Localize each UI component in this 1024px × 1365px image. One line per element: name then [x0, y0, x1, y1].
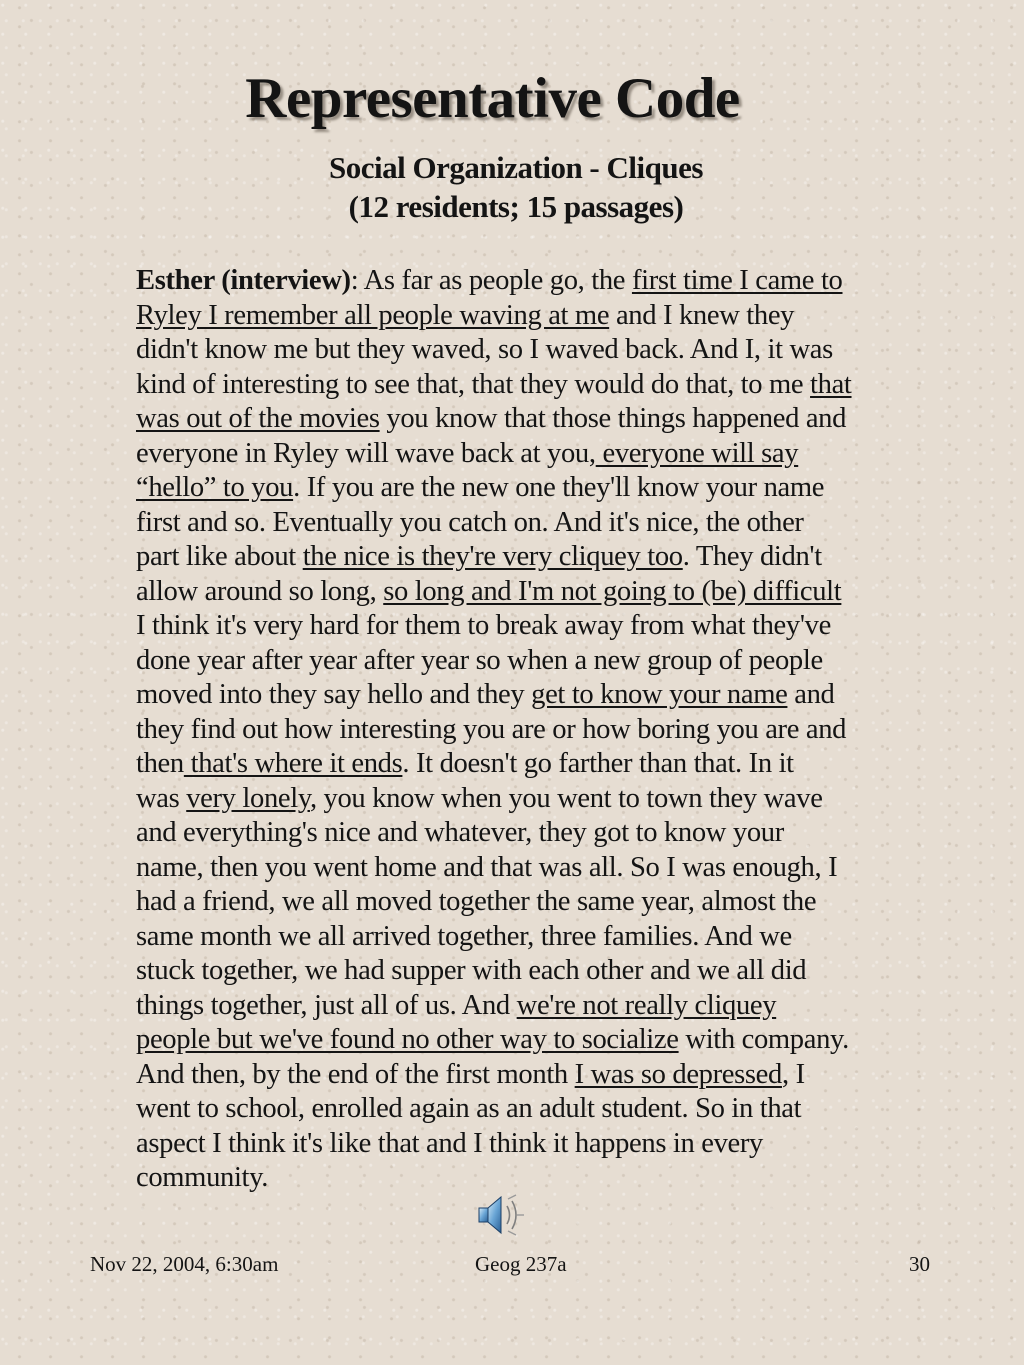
- passage-text: And then, by the end of the first month: [136, 1058, 575, 1090]
- passage-line: [136, 299, 902, 334]
- passage-text: and: [787, 679, 835, 710]
- passage-text: moved into they say hello and they: [136, 679, 532, 710]
- coded-phrase: the nice is they're very cliquey too: [302, 541, 683, 572]
- passage-line: [136, 609, 902, 644]
- passage-line: [136, 954, 902, 989]
- passage-text: As far as people go, the: [363, 265, 632, 296]
- passage-line: [136, 989, 902, 1024]
- passage-text: . If you are the new one they'll know your name: [293, 472, 825, 503]
- coded-phrase: everyone will say: [595, 437, 799, 469]
- slide-subtitle-counts: (12 residents; 15 passages): [348, 189, 684, 224]
- passage-text: was: [136, 782, 187, 814]
- passage-line: [136, 333, 902, 368]
- passage-text: I think it's very hard for them to break away from what they've: [136, 610, 831, 641]
- passage-text: kind of interesting to see that, that they would do that, to me: [136, 368, 811, 400]
- passage-line: [136, 1161, 902, 1196]
- passage-text: aspect I think it's like that and I think it happens in every: [136, 1127, 764, 1159]
- footer-page-number: 30: [909, 1252, 930, 1276]
- passage-text: and I knew they: [609, 299, 795, 331]
- passage-text: then: [136, 748, 184, 779]
- passage-line: [136, 471, 902, 506]
- passage-text: name, then you went home and that was all. So I was enough, I: [136, 851, 838, 883]
- passage-text: . It doesn't go farther than that. In it: [402, 748, 794, 779]
- coded-phrase: that's where it ends: [183, 748, 403, 779]
- passage-line: [136, 1127, 902, 1162]
- passage-line: [136, 713, 902, 748]
- slide-title: Representative Code: [245, 67, 740, 130]
- passage-line: [136, 264, 902, 299]
- passage-text: community.: [136, 1162, 269, 1193]
- passage-text: things together, just all of us. And: [136, 989, 517, 1021]
- passage-text: had a friend, we all moved together the same year, almost the: [136, 886, 817, 917]
- passage-line: [136, 678, 902, 713]
- passage-text: same month we all arrived together, three families. And we: [136, 920, 792, 952]
- footer-date: Nov 22, 2004, 6:30am: [90, 1252, 279, 1276]
- passage-line: [136, 437, 902, 472]
- coded-phrase: so long and I'm not going to (be) difficult: [383, 575, 842, 607]
- speaker-label: Esther (interview): [136, 265, 351, 296]
- coded-phrase: Ryley I remember all people waving at me: [136, 299, 610, 331]
- passage-line: [136, 816, 902, 851]
- coded-phrase: first time I came to: [631, 265, 843, 296]
- passage-text: everyone in Ryley will wave back at you,: [136, 437, 596, 469]
- passage-line: [136, 506, 902, 541]
- passage-text: , you know when you went to town they wave: [309, 782, 823, 814]
- footer-course: Geog 237a: [475, 1252, 567, 1276]
- passage-text: first and so. Eventually you catch on. And it's nice, the other: [136, 506, 804, 538]
- passage-line: [136, 885, 902, 920]
- coded-phrase: that: [810, 368, 852, 400]
- slide-subtitle-topic: Social Organization - Cliques: [329, 150, 703, 185]
- passage-line: [136, 540, 902, 575]
- passage-line: [136, 644, 902, 679]
- passage-text: done year after year after year so when a new group of people: [136, 644, 823, 676]
- coded-phrase: we're not really cliquey: [516, 989, 777, 1021]
- passage-text: allow around so long,: [136, 575, 384, 607]
- speaker-icon[interactable]: [474, 1192, 526, 1238]
- passage-text: went to school, enrolled again as an adult student. So in that: [136, 1093, 802, 1124]
- passage-line: [136, 920, 902, 955]
- passage-line: [136, 1023, 902, 1058]
- passage-text: part like about: [136, 541, 303, 572]
- speaker-colon: :: [350, 265, 359, 296]
- coded-phrase: I was so depressed: [574, 1058, 782, 1090]
- coded-phrase: “hello” to you: [136, 472, 294, 503]
- passage-line: [136, 402, 902, 437]
- coded-phrase: get to know your name: [531, 679, 788, 710]
- passage-text: didn't know me but they waved, so I waved back. And I, it was: [136, 334, 833, 365]
- passage-text: you know that those things happened and: [379, 403, 847, 434]
- passage-line: [136, 575, 902, 610]
- passage-line: [136, 782, 902, 817]
- passage-line: [136, 1058, 902, 1093]
- passage-text: and everything's nice and whatever, they got to know your: [136, 817, 784, 848]
- passage-line: [136, 1092, 902, 1127]
- interview-passage: [136, 264, 902, 1196]
- passage-line: [136, 851, 902, 886]
- passage-line: [136, 747, 902, 782]
- coded-phrase: was out of the movies: [136, 403, 380, 434]
- passage-text: stuck together, we had supper with each other and we all did: [136, 955, 807, 986]
- passage-text: with company.: [678, 1024, 849, 1055]
- passage-text: , I: [781, 1058, 805, 1090]
- coded-phrase: very lonely: [186, 782, 310, 814]
- passage-text: . They didn't: [682, 541, 822, 572]
- coded-phrase: people but we've found no other way to socialize: [136, 1024, 679, 1055]
- passage-line: [136, 368, 902, 403]
- passage-text: they find out how interesting you are or how boring you are and: [136, 713, 847, 745]
